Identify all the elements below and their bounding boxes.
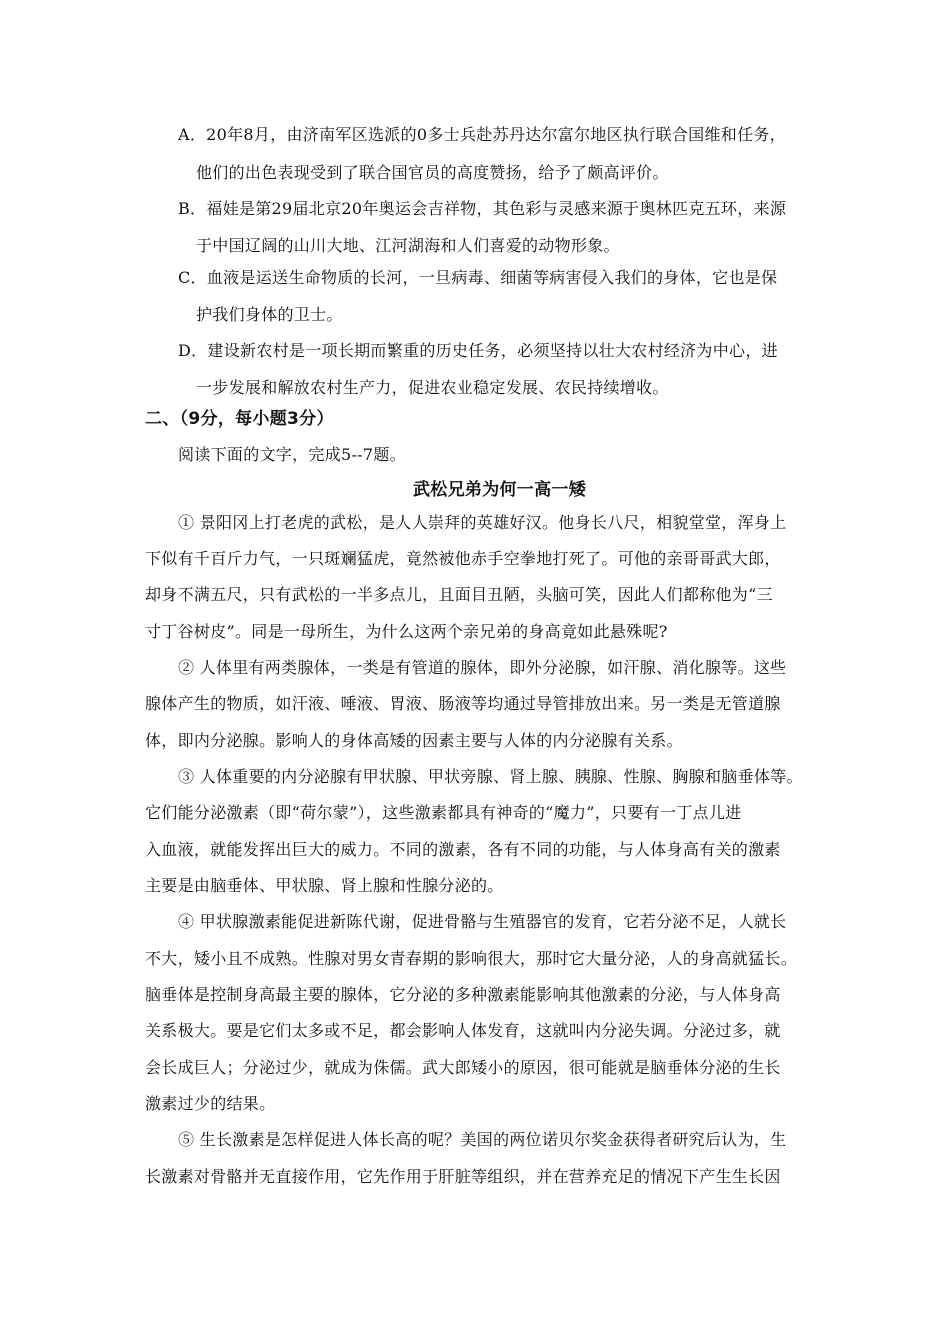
paragraph-4-line: ④ 甲状腺激素能促进新陈代谢，促进骨骼与生殖器官的发育，它若分泌不足，人就长 (178, 912, 787, 931)
paragraph-3-line: 主要是由脑垂体、甲状腺、肾上腺和性腺分泌的。 (145, 876, 504, 895)
paragraph-4-line: 关系极大。要是它们太多或不足，都会影响人体发育，这就叫内分泌失调。分泌过多，就 (145, 1021, 781, 1040)
paragraph-3-line: 入血液，就能发挥出巨大的威力。不同的激素，各有不同的功能，与人体身高有关的激素 (145, 840, 781, 859)
paragraph-4-line: 激素过少的结果。 (145, 1094, 276, 1113)
option-d-line-1: D．建设新农村是一项长期而繁重的历史任务，必须坚持以壮大农村经济为中心，进 (178, 341, 778, 360)
option-c-line-1: C．血液是运送生命物质的长河，一旦病毒、细菌等病害侵入我们的身体，它也是保 (178, 268, 778, 287)
paragraph-1-line: ① 景阳冈上打老虎的武松，是人人崇拜的英雄好汉。他身长八尺，相貌堂堂，浑身上 (178, 513, 787, 532)
option-c-line-2: 护我们身体的卫士。 (196, 305, 343, 324)
paragraph-3-line: ③ 人体重要的内分泌腺有甲状腺、甲状旁腺、肾上腺、胰腺、性腺、胸腺和脑垂体等。 (178, 767, 803, 786)
paragraph-2-line: 腺体产生的物质，如汗液、唾液、胃液、肠液等均通过导管排放出来。另一类是无管道腺 (145, 694, 781, 713)
option-d-line-2: 一步发展和解放农村生产力，促进农业稳定发展、农民持续增收。 (196, 378, 669, 397)
paragraph-2-line: 体，即内分泌腺。影响人的身体高矮的因素主要与人体的内分泌腺有关系。 (145, 731, 683, 750)
paragraph-4-line: 会长成巨人；分泌过少，就成为侏儒。武大郎矮小的原因，很可能就是脑垂体分泌的生长 (145, 1058, 781, 1077)
option-b-line-1: B．福娃是第29届北京20年奥运会吉祥物，其色彩与灵感来源于奥林匹克五环，来源 (178, 199, 787, 218)
paragraph-5-line: 长激素对骨骼并无直接作用，它先作用于肝脏等组织，并在营养充足的情况下产生生长因 (145, 1167, 781, 1186)
paragraph-1-line: 寸丁谷树皮”。同是一母所生，为什么这两个亲兄弟的身高竟如此悬殊呢? (145, 622, 668, 641)
paragraph-4-line: 不大，矮小且不成熟。性腺对男女青春期的影响很大，那时它大量分泌，人的身高就猛长。 (145, 949, 798, 968)
paragraph-1-line: 却身不满五尺，只有武松的一半多点儿，且面目丑陋，头脑可笑，因此人们都称他为“三 (145, 585, 773, 604)
option-a-line-1: A．20年8月，由济南军区选派的0多士兵赴苏丹达尔富尔地区执行联合国维和任务， (178, 125, 786, 144)
section-instruction: 阅读下面的文字，完成5--7题。 (178, 445, 406, 464)
article-title: 武松兄弟为何一高一矮 (413, 480, 586, 500)
paragraph-2-line: ② 人体里有两类腺体，一类是有管道的腺体，即外分泌腺，如汗腺、消化腺等。这些 (178, 658, 787, 677)
option-a-line-2: 他们的出色表现受到了联合国官员的高度赞扬，给予了颇高评价。 (196, 163, 669, 182)
paragraph-3-line: 它们能分泌激素（即“荷尔蒙”），这些激素都具有神奇的“魔力”，只要有一丁点儿进 (145, 803, 742, 822)
paragraph-1-line: 下似有千百斤力气，一只斑斓猛虎，竟然被他赤手空拳地打死了。可他的亲哥哥武大郎， (145, 549, 781, 568)
paragraph-5-line: ⑤ 生长激素是怎样促进人体长高的呢？美国的两位诺贝尔奖金获得者研究后认为，生 (178, 1130, 787, 1149)
option-b-line-2: 于中国辽阔的山川大地、江河湖海和人们喜爱的动物形象。 (196, 236, 620, 255)
section-heading: 二、（9分，每小题3分） (145, 409, 334, 429)
paragraph-4-line: 脑垂体是控制身高最主要的腺体，它分泌的多种激素能影响其他激素的分泌，与人体身高 (145, 985, 781, 1004)
